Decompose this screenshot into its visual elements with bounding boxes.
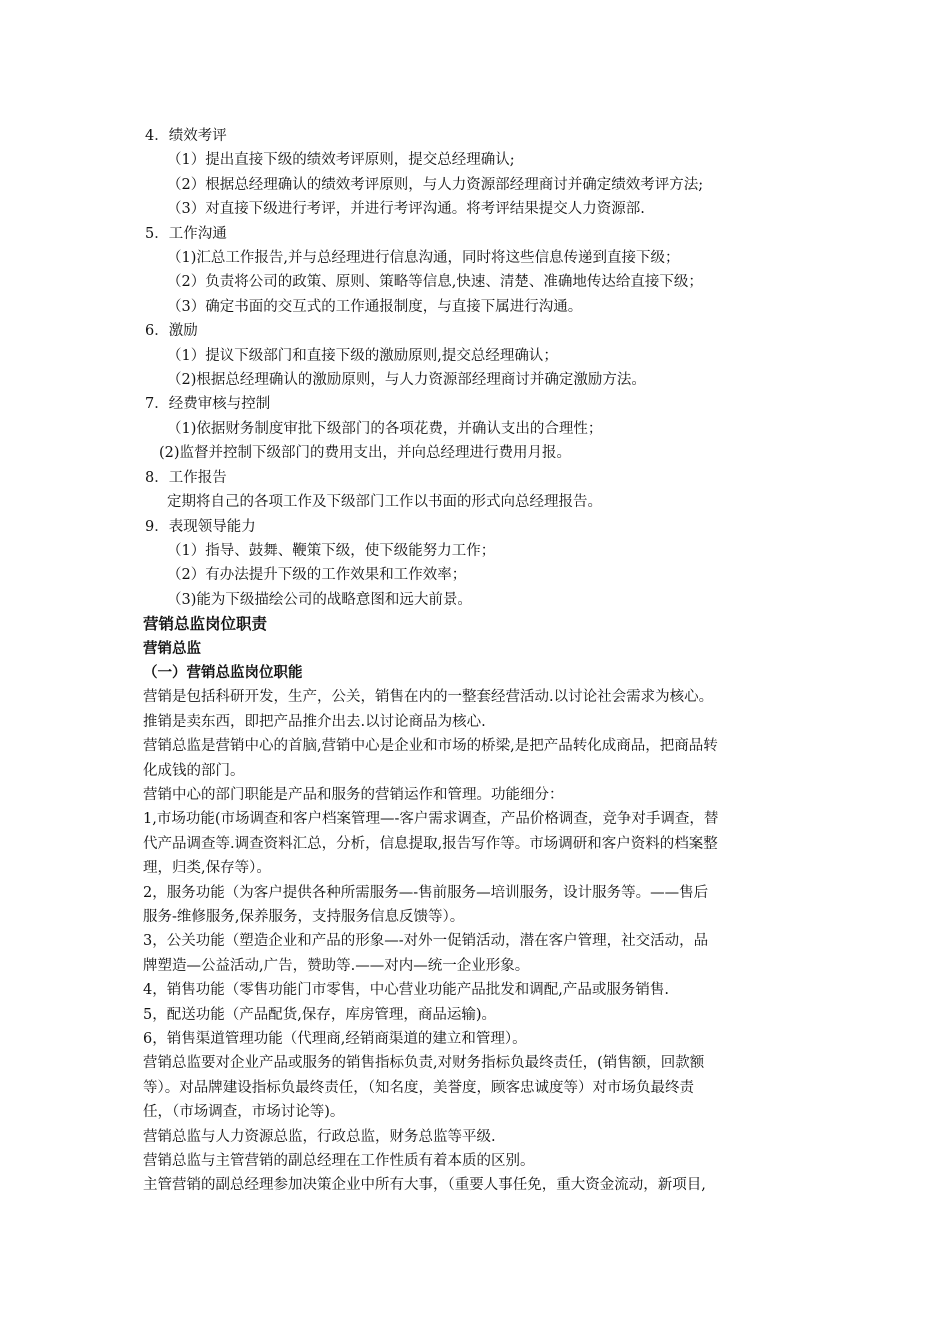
section-heading-8: 8．工作报告 [145,469,227,486]
body-line: 理，归类,保存等）。 [143,860,271,877]
body-line: 营销总监与主管营销的副总经理在工作性质有着本质的区别。 [143,1153,535,1170]
body-line: 营销总监要对企业产品或服务的销售指标负责,对财务指标负最终责任，(销售额，回款额 [143,1055,705,1072]
body-line: 5，配送功能（产品配货,保存，库房管理，商品运输)。 [143,1006,496,1023]
body-line: 2，服务功能（为客户提供各种所需服务—-售前服务—培训服务，设计服务等。——售后 [143,884,709,901]
section-heading-6: 6．激励 [145,323,198,340]
list-item: （1)依据财务制度审批下级部门的各项花费，并确认支出的合理性； [167,420,603,437]
section-heading-9: 9．表现领导能力 [145,518,256,535]
section-heading-functions: （一）营销总监岗位职能 [143,664,303,681]
list-item: （1）提议下级部门和直接下级的激励原则,提交总经理确认； [167,347,558,364]
document-title: 营销总监岗位职责 [143,615,268,634]
body-line: 牌塑造—公益活动,广告，赞助等.——对内—统一企业形象。 [143,957,530,974]
body-line: 代产品调查等.调查资料汇总，分析，信息提取,报告写作等。市场调研和客户资料的档案整 [143,835,718,852]
body-line: 营销总监与人力资源总监，行政总监，财务总监等平级. [143,1128,496,1145]
body-line: 服务-维修服务,保养服务，支持服务信息反馈等）。 [143,909,465,925]
list-item: （3)能为下级描绘公司的战略意图和远大前景。 [167,591,472,608]
section-heading-7: 7．经费审核与控制 [145,396,271,413]
list-item: （3）对直接下级进行考评，并进行考评沟通。将考评结果提交人力资源部. [167,201,645,218]
list-item: （2）有办法提升下级的工作效果和工作效率； [167,567,467,584]
list-item: （3）确定书面的交互式的工作通报制度，与直接下属进行沟通。 [167,298,583,315]
body-line: 等）。对品牌建设指标负最终责任，（知名度，美誉度，顾客忠诚度等）对市场负最终责 [143,1079,694,1096]
body-line: 6，销售渠道管理功能（代理商,经销商渠道的建立和管理）。 [143,1031,527,1048]
list-item: （2)根据总经理确认的激励原则，与人力资源部经理商讨并确定激励方法。 [167,372,646,389]
body-line: 3，公关功能（塑造企业和产品的形象—-对外一促销活动，潜在客户管理，社交活动，品 [143,933,709,950]
body-line: 推销是卖东西，即把产品推介出去.以讨论商品为核心. [143,713,486,730]
list-item: 定期将自己的各项工作及下级部门工作以书面的形式向总经理报告。 [167,494,602,511]
list-item: （1）指导、鼓舞、鞭策下级，使下级能努力工作； [167,542,496,559]
list-item: （2）负责将公司的政策、原则、策略等信息,快速、清楚、准确地传达给直接下级； [167,274,703,291]
body-line: 化成钱的部门。 [143,762,245,779]
body-line: 营销中心的部门职能是产品和服务的营销运作和管理。功能细分： [143,786,564,803]
list-item: （1)汇总工作报告,并与总经理进行信息沟通，同时将这些信息传递到直接下级； [167,250,680,267]
section-heading-5: 5．工作沟通 [145,225,227,242]
body-line: 主管营销的副总经理参加决策企业中所有大事，（重要人事任免，重大资金流动，新项目, [143,1177,706,1194]
section-heading-4: 4．绩效考评 [145,128,227,144]
body-line: 任，（市场调查，市场讨论等)。 [143,1104,345,1121]
body-line: 1,市场功能(市场调查和客户档案管理—-客户需求调查，产品价格调查，竞争对手调查，替 [143,811,719,828]
list-item: （1）提出直接下级的绩效考评原则，提交总经理确认; [167,152,515,169]
document-subtitle: 营销总监 [143,640,201,657]
document-body [143,124,813,1198]
list-item: （2）根据总经理确认的绩效考评原则，与人力资源部经理商讨并确定绩效考评方法; [167,176,704,193]
body-line: 营销是包括科研开发，生产，公关，销售在内的一整套经营活动.以讨论社会需求为核心。 [143,689,714,706]
body-line: 营销总监是营销中心的首脑,营销中心是企业和市场的桥梁,是把产品转化成商品，把商品转 [143,738,718,755]
list-item: (2)监督并控制下级部门的费用支出，并向总经理进行费用月报。 [159,445,572,462]
body-line: 4，销售功能（零售功能门市零售，中心营业功能产品批发和调配,产品或服务销售. [143,982,669,999]
